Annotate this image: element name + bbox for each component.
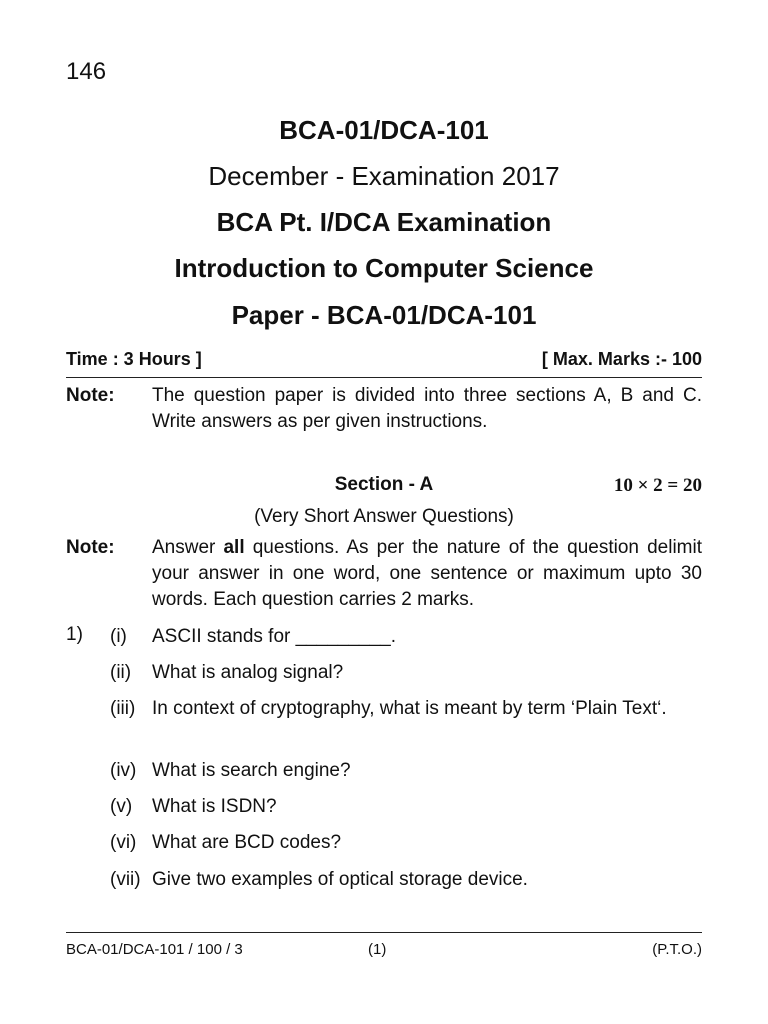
- footer-pto: (P.T.O.): [652, 941, 702, 958]
- question-label: (ii): [110, 662, 132, 683]
- note-text-rest: questions. As per the nature of the question delimit your answer in one word, one sentence or maximum upto 30 words. Each question carries 2 marks.: [152, 537, 702, 610]
- paper-title: Paper - BCA-01/DCA-101: [231, 300, 537, 330]
- time-allowed: Time : 3 Hours ]: [66, 349, 202, 369]
- course-title: BCA Pt. I/DCA Examination: [216, 207, 552, 237]
- subject-title: Introduction to Computer Science: [174, 253, 594, 283]
- footer-page-number: (1): [368, 941, 387, 958]
- question-label: (iv): [110, 760, 137, 781]
- section-title: Section - A: [334, 474, 434, 495]
- question-label: (v): [110, 796, 133, 817]
- header-divider: [66, 377, 702, 378]
- note-text: The question paper is divided into three sections A, B and C. Write answers as per given instructions.: [152, 385, 702, 432]
- question-label: (vi): [110, 832, 137, 853]
- question-text: What is analog signal?: [152, 662, 344, 683]
- exam-session: December - Examination 2017: [208, 161, 560, 191]
- question-number: 1): [66, 624, 83, 645]
- section-subtitle: (Very Short Answer Questions): [254, 506, 514, 527]
- time-marks-row: [66, 349, 702, 370]
- note-label: Note:: [66, 385, 115, 406]
- footer-divider: [66, 932, 702, 933]
- question-label: (iii): [110, 698, 136, 719]
- page-number: 146: [66, 58, 107, 85]
- paper-code-title: BCA-01/DCA-101: [279, 115, 489, 145]
- question-text: Give two examples of optical storage device.: [152, 869, 528, 890]
- note-text: [152, 535, 702, 613]
- question-label: (vii): [110, 869, 141, 890]
- note-label: Note:: [66, 537, 115, 558]
- question-text: What are BCD codes?: [152, 832, 342, 853]
- note-text-start: Answer: [152, 537, 224, 558]
- section-marks: 10 × 2 = 20: [613, 475, 702, 496]
- question-text: In context of cryptography, what is meant by term ‘Plain Text‘.: [152, 698, 667, 719]
- question-text: What is search engine?: [152, 760, 351, 781]
- max-marks: [ Max. Marks :- 100: [541, 349, 702, 369]
- question-label: (i): [110, 626, 127, 647]
- note-emphasis: all: [223, 537, 245, 558]
- question-text: What is ISDN?: [152, 796, 277, 817]
- footer-paper-code: BCA-01/DCA-101 / 100 / 3: [66, 941, 243, 958]
- question-text: ASCII stands for _________.: [152, 626, 396, 647]
